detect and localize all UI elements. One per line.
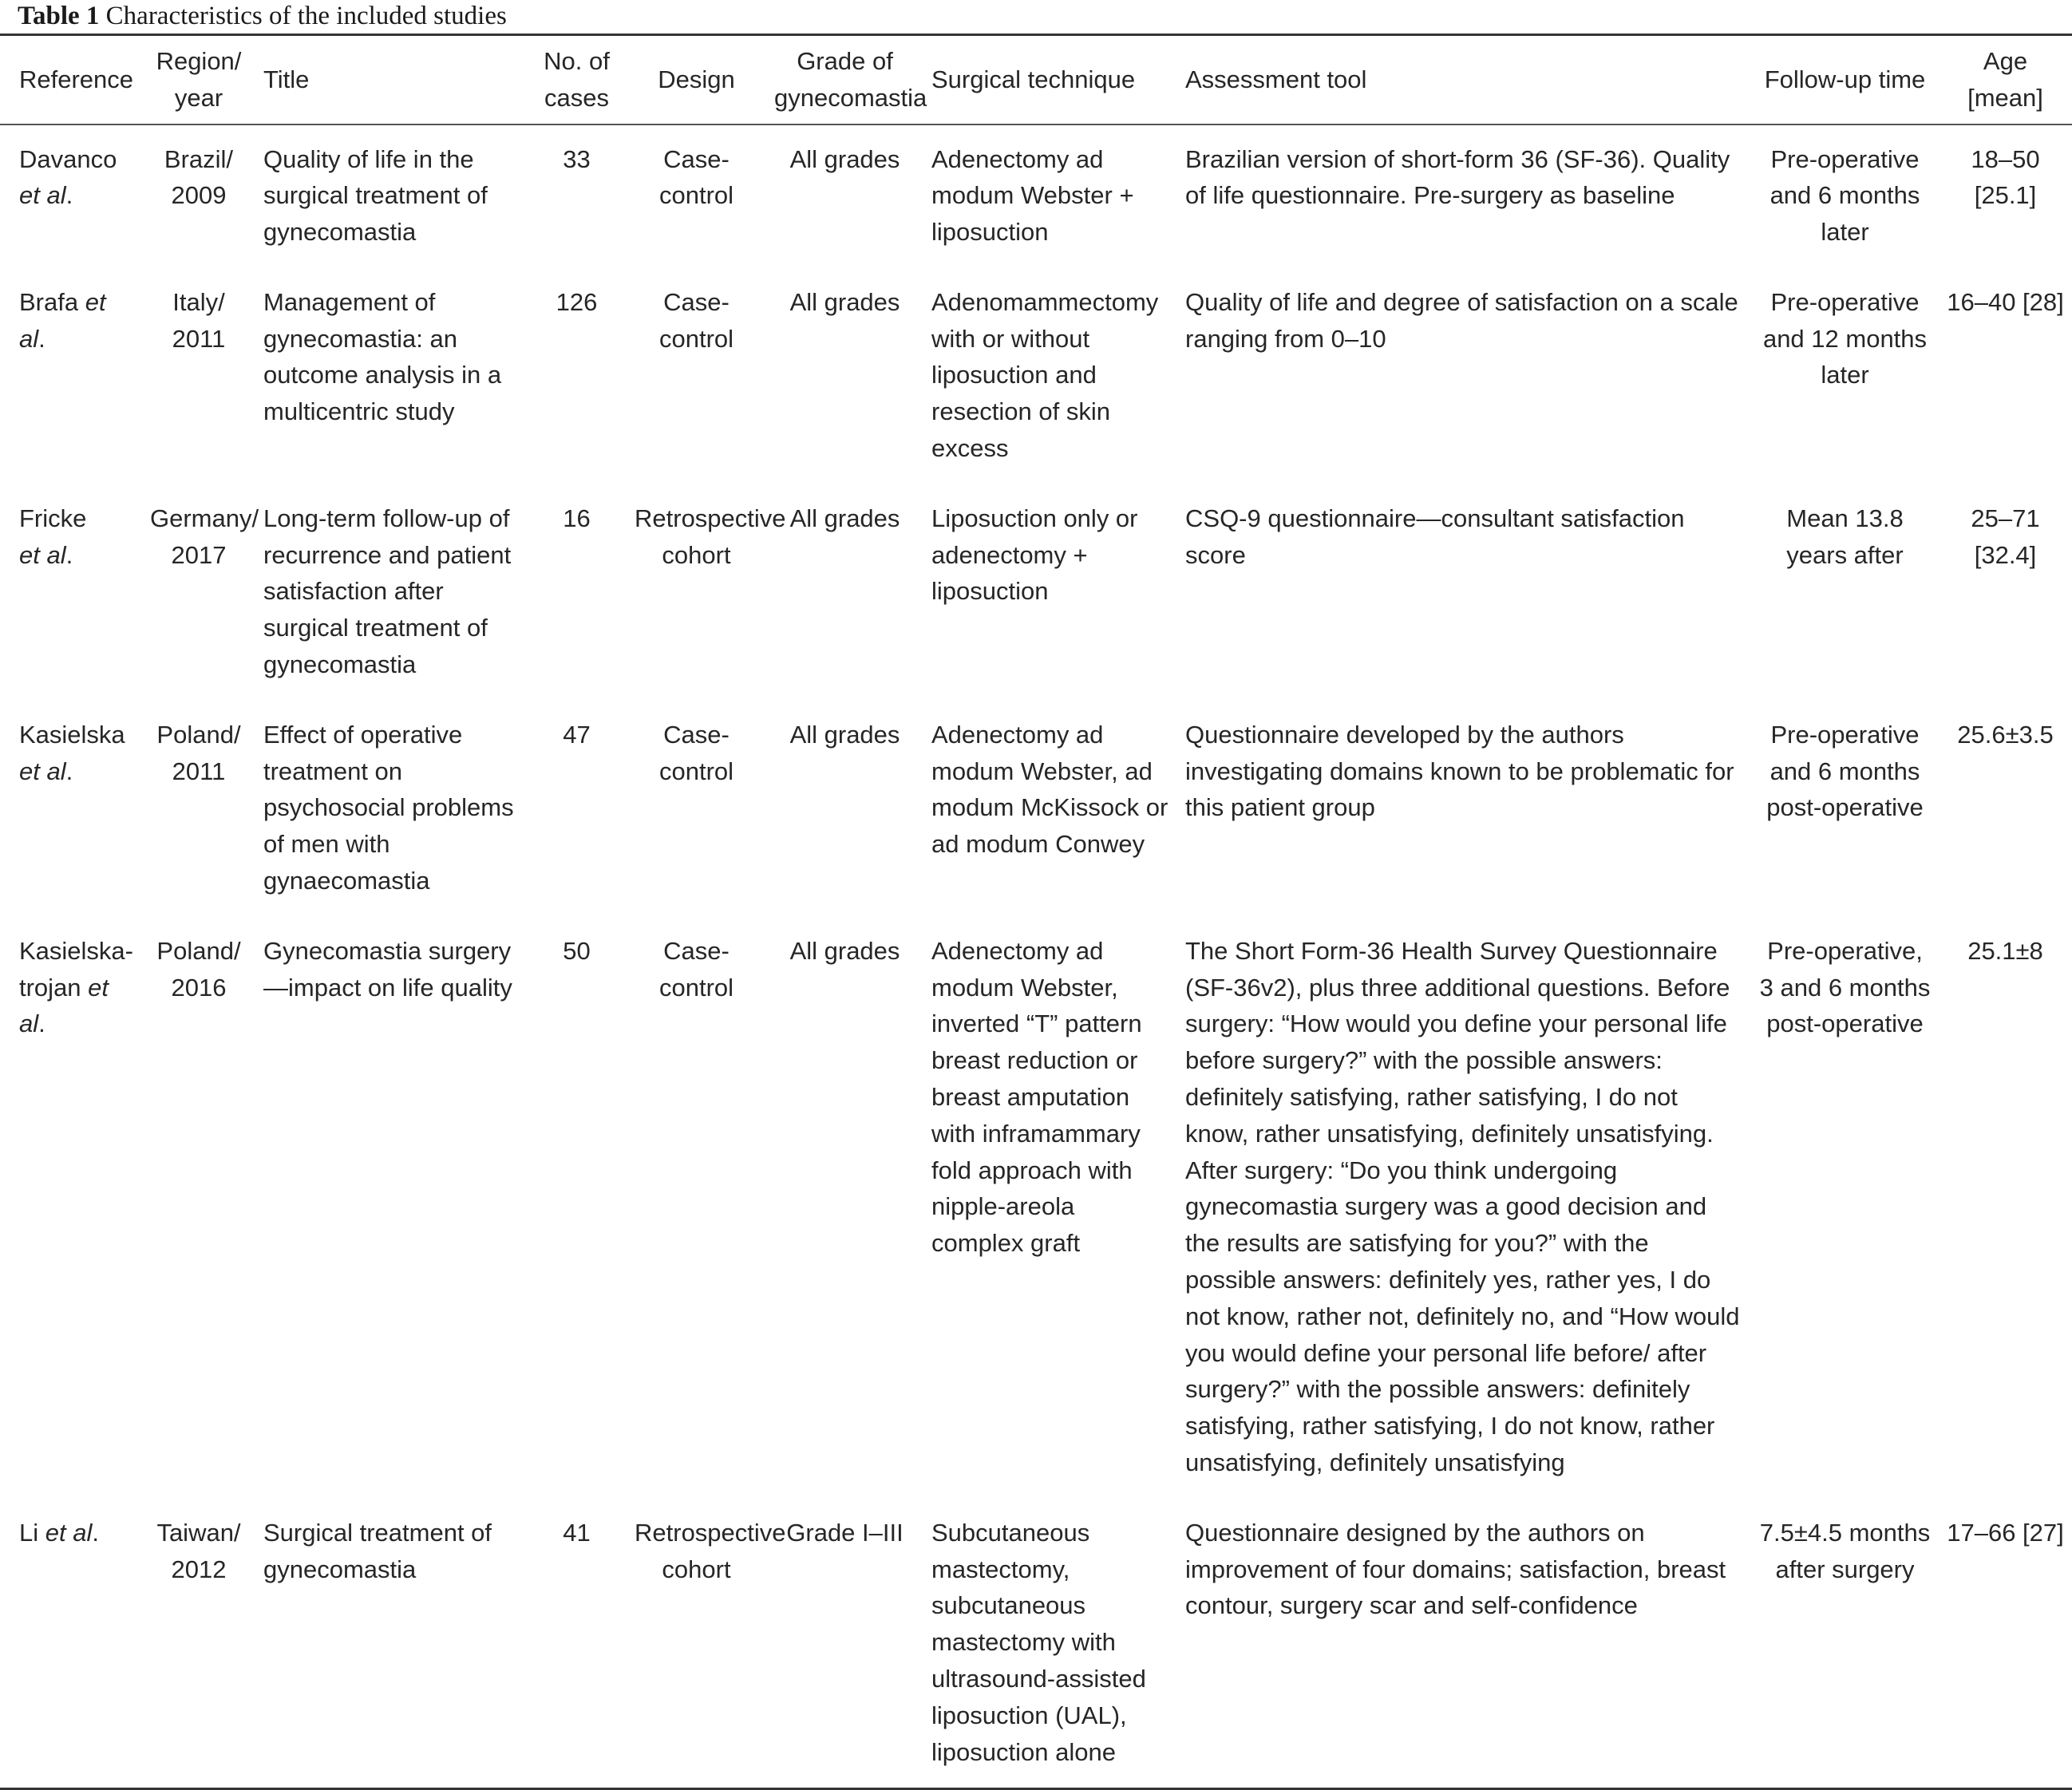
- cell-title: Management of gynecomastia: an outcome analysis in a multicentric study: [263, 287, 502, 426]
- header-design: Design: [627, 35, 766, 124]
- header-grade: Grade of gynecomastia: [766, 35, 923, 124]
- cell-technique: Adenectomy ad modum Webster, inverted “T” pattern breast reduction or breast amputation with inframammary fold approach with nipple-areola complex graft: [931, 936, 1142, 1258]
- cell-cases: 126: [556, 287, 598, 316]
- table-row: [0, 268, 2072, 484]
- header-assessment-tool: Assessment tool: [1177, 35, 1751, 124]
- cell-follow-up: Pre-operative and 12 months later: [1762, 287, 1928, 389]
- table-row: [0, 917, 2072, 1499]
- cell-assessment-tool: Brazilian version of short-form 36 (SF-36). Quality of life questionnaire. Pre-surgery as baseline: [1185, 144, 1730, 210]
- cell-design: Retrospective cohort: [635, 504, 786, 569]
- cell-grade: All grades: [789, 504, 900, 532]
- cell-follow-up: Mean 13.8 years after: [1786, 504, 1904, 569]
- studies-table: [0, 34, 2072, 1790]
- cell-technique: Subcutaneous mastectomy, subcutaneous mastectomy with ultrasound-assisted liposuction (UAL), liposuction alone: [923, 1499, 1177, 1789]
- cell-assessment-tool: Quality of life and degree of satisfaction on a scale ranging from 0–10: [1185, 287, 1738, 353]
- table-label: Table 1: [18, 2, 100, 30]
- header-title: Title: [255, 35, 527, 124]
- cell-reference: Kasielska et al.: [19, 720, 125, 785]
- cell-title: Effect of operative treatment on psychosocial problems of men with gynaecomastia: [263, 720, 514, 895]
- cell-age: 16–40 [28]: [1947, 287, 2064, 316]
- cell-age: 25–71 [32.4]: [1971, 504, 2040, 569]
- cell-technique: Adenomammectomy with or without liposuction and resection of skin excess: [931, 287, 1159, 463]
- cell-reference: Fricke et al.: [19, 504, 87, 569]
- cell-title: Surgical treatment of gynecomastia: [255, 1499, 527, 1789]
- cell-grade: All grades: [789, 287, 900, 316]
- header-age: Age [mean]: [1939, 35, 2072, 124]
- cell-assessment-tool: Questionnaire designed by the authors on improvement of four domains; satisfaction, breast contour, surgery scar and self-confidence: [1177, 1499, 1751, 1789]
- cell-grade: Grade I–III: [766, 1499, 923, 1789]
- cell-design: Case-control: [658, 936, 734, 1002]
- cell-technique: Adenectomy ad modum Webster + liposuction: [931, 144, 1134, 247]
- cell-grade: All grades: [789, 720, 900, 749]
- cell-region-year: Poland/ 2016: [156, 936, 241, 1002]
- cell-region-year: Brazil/ 2009: [164, 144, 234, 210]
- cell-cases: 50: [563, 936, 591, 965]
- cell-cases: 47: [563, 720, 591, 749]
- cell-technique: Liposuction only or adenectomy + liposuction: [931, 504, 1138, 606]
- cell-reference: Kasielska-trojan et al.: [19, 936, 133, 1038]
- cell-assessment-tool: The Short Form-36 Health Survey Questionnaire (SF-36v2), plus three additional questions. Before surgery: “How would you define your personal life before surgery?” with the possible answers: definitely satisfying, rather satisfying, I do not know, rather unsatisfying, definitely unsatisfying. After surgery: “Do you think undergoing gynecomastia surgery was a good decision and the results are satisfying for you?” with the possible answers: definitely yes, rather yes, I do not know, rather not, definitely no, and “How would you would define your personal life before/ after surgery?” with the possible answers: definitely satisfying, rather satisfying, I do not know, rather unsatisfying, definitely unsatisfying: [1185, 936, 1740, 1476]
- cell-reference: Davanco et al.: [19, 144, 117, 210]
- cell-follow-up: Pre-operative and 6 months post-operative: [1766, 720, 1924, 822]
- cell-title: Quality of life in the surgical treatment of gynecomastia: [263, 144, 488, 247]
- cell-follow-up: Pre-operative and 6 months later: [1770, 144, 1920, 247]
- table-row: [0, 701, 2072, 917]
- cell-region-year: Taiwan/ 2012: [142, 1499, 255, 1789]
- cell-cases: 33: [563, 144, 591, 173]
- table-row: [0, 484, 2072, 701]
- cell-follow-up: Pre-operative, 3 and 6 months post-operative: [1759, 936, 1931, 1038]
- cell-assessment-tool: CSQ-9 questionnaire—consultant satisfaction score: [1185, 504, 1685, 569]
- header-no-cases: No. of cases: [527, 35, 627, 124]
- cell-region-year: Italy/ 2011: [172, 287, 226, 353]
- cell-age: 25.1±8: [1967, 936, 2043, 965]
- header-row: [0, 35, 2072, 124]
- cell-reference: Li et al.: [0, 1499, 142, 1789]
- cell-follow-up: 7.5±4.5 months after surgery: [1751, 1499, 1939, 1789]
- cell-grade: All grades: [789, 144, 900, 173]
- cell-design: Retrospective cohort: [627, 1499, 766, 1789]
- header-reference: Reference: [0, 35, 142, 124]
- cell-grade: All grades: [789, 936, 900, 965]
- cell-title: Long-term follow-up of recurrence and patient satisfaction after surgical treatment of gynecomastia: [263, 504, 512, 679]
- cell-age: 25.6±3.5: [1957, 720, 2054, 749]
- cell-age: 17–66 [27]: [1939, 1499, 2072, 1789]
- header-region-year: Region/ year: [142, 35, 255, 124]
- header-follow-up: Follow-up time: [1751, 35, 1939, 124]
- cell-design: Case-control: [658, 287, 734, 353]
- cell-design: Case-control: [658, 144, 734, 210]
- table-row: [0, 1499, 2072, 1789]
- table-caption-text: Characteristics of the included studies: [105, 2, 507, 30]
- cell-design: Case-control: [658, 720, 734, 785]
- table-row: [0, 124, 2072, 268]
- cell-title: Gynecomastia surgery—impact on life quality: [263, 936, 512, 1002]
- cell-assessment-tool: Questionnaire developed by the authors investigating domains known to be problematic for this patient group: [1185, 720, 1734, 822]
- cell-region-year: Poland/ 2011: [156, 720, 241, 785]
- cell-cases: 41: [527, 1499, 627, 1789]
- table-caption: [18, 0, 507, 32]
- header-surgical-technique: Surgical technique: [923, 35, 1177, 124]
- cell-reference: Brafa et al.: [19, 287, 106, 353]
- cell-technique: Adenectomy ad modum Webster, ad modum McKissock or ad modum Conwey: [931, 720, 1168, 859]
- cell-cases: 16: [563, 504, 591, 532]
- cell-age: 18–50 [25.1]: [1971, 144, 2040, 210]
- cell-region-year: Germany/ 2017: [150, 504, 259, 569]
